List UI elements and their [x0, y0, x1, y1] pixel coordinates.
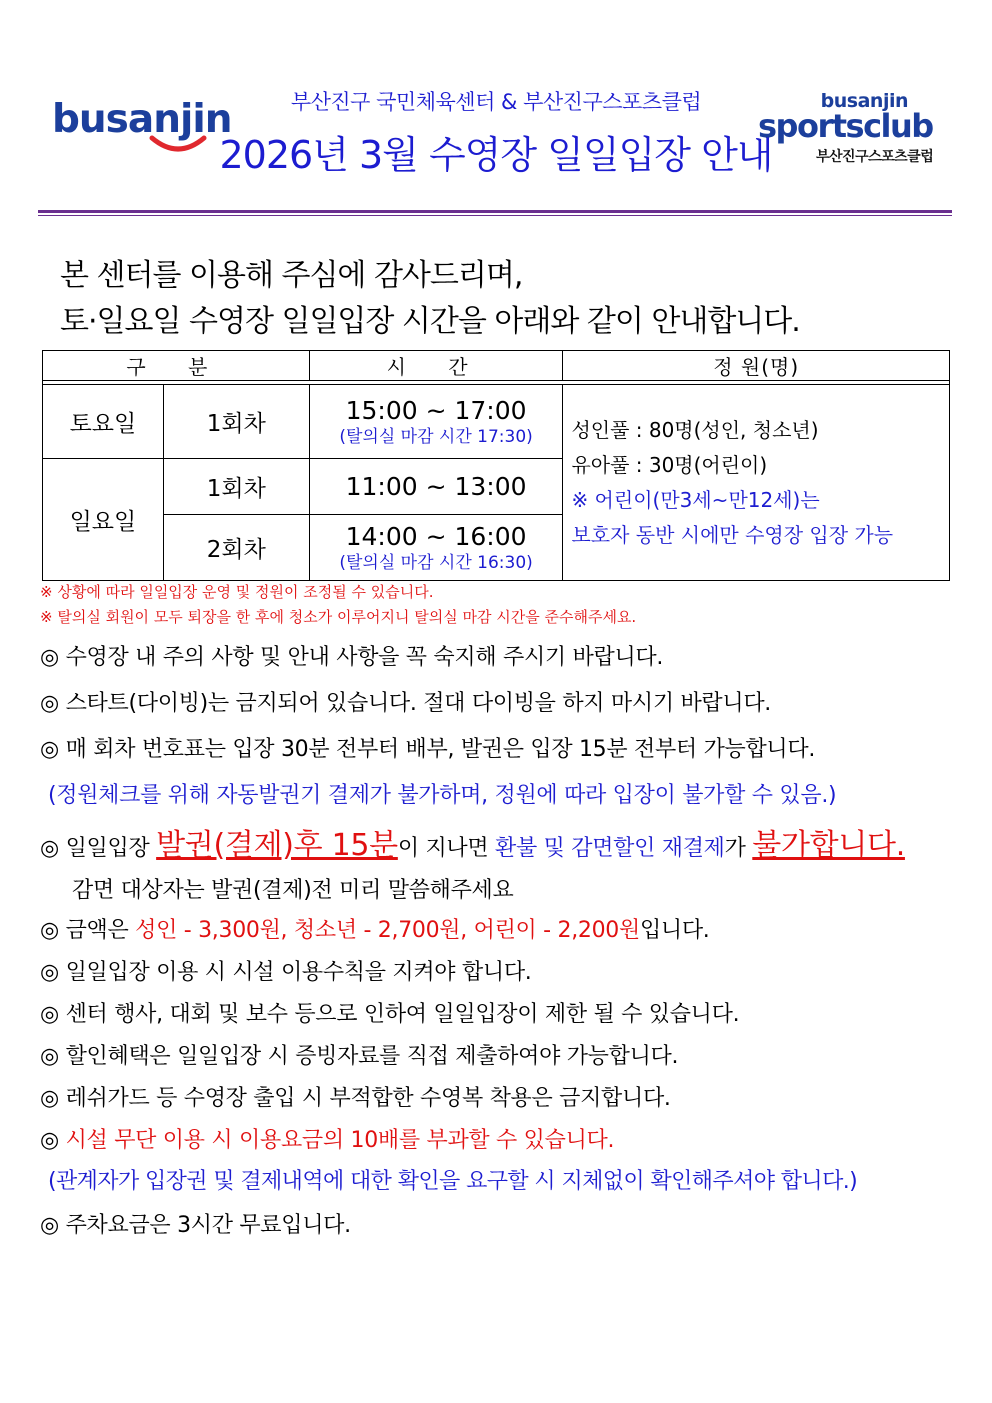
item-text: 레쉬가드 등 수영장 출입 시 부적합한 수영복 착용은 금지합니다.	[65, 1086, 671, 1111]
impossible-highlight: 불가합니다.	[752, 828, 905, 863]
bullet-icon: ◎	[40, 918, 59, 943]
intro-line-2: 토·일요일 수영장 일일입장 시간을 아래와 같이 안내합니다.	[60, 304, 800, 339]
schedule-table	[42, 350, 950, 581]
item-sub-note: (관계자가 입장권 및 결제내역에 대한 확인을 요구할 시 지체없이 확인해주셔야 합니다.)	[48, 1169, 858, 1194]
item-text: 주차요금은 3시간 무료입니다.	[65, 1213, 351, 1238]
sunday-session-2: 2회차	[163, 515, 309, 581]
sunday-time-1: 11:00 ~ 13:00	[309, 459, 563, 515]
note-1: ※ 상황에 따라 일일입장 운영 및 정원이 조정될 수 있습니다.	[40, 583, 434, 601]
bullet-icon: ◎	[40, 645, 59, 670]
table-row	[43, 385, 950, 459]
bullet-icon: ◎	[40, 836, 59, 861]
sportsclub-logo	[758, 90, 958, 170]
capacity-cell	[563, 385, 950, 581]
item-text: 시설 무단 이용 시 이용요금의 10배를 부과할 수 있습니다.	[65, 1128, 615, 1153]
saturday-label: 토요일	[43, 385, 164, 459]
saturday-deadline: (탈의실 마감 시간 17:30)	[339, 426, 533, 447]
adult-pool-capacity: 성인풀 : 80명(성인, 청소년)	[571, 417, 819, 442]
sportsclub-logo-korean-text: 부산진구스포츠클럽	[816, 149, 934, 165]
children-note-2: 보호자 동반 시에만 수영장 입장 가능	[571, 522, 894, 547]
saturday-session: 1회차	[163, 385, 309, 459]
sportsclub-logo-main-text: sportsclub	[758, 107, 933, 145]
sunday-label: 일요일	[43, 459, 164, 581]
list-item	[40, 1123, 614, 1154]
sportsclub-logo-top-text: busanjin	[820, 90, 908, 112]
item-text: 할인혜택은 일일입장 시 증빙자료를 직접 제출하여야 가능합니다.	[65, 1044, 679, 1069]
item-text: 매 회차 번호표는 입장 30분 전부터 배부, 발권은 입장 15분 전부터 가능합니다.	[65, 737, 816, 762]
sunday-session-1: 1회차	[163, 459, 309, 515]
item-text: 센터 행사, 대회 및 보수 등으로 인하여 일일입장이 제한 될 수 있습니다.	[65, 1002, 740, 1027]
kids-pool-capacity: 유아풀 : 30명(어린이)	[571, 452, 768, 477]
item-sub-note: (정원체크를 위해 자동발권기 결제가 불가하며, 정원에 따라 입장이 불가할 수 있음.)	[48, 783, 837, 808]
item-text: 일일입장	[65, 836, 157, 861]
intro-line-1: 본 센터를 이용해 주심에 감사드리며,	[60, 258, 523, 293]
item-text: 수영장 내 주의 사항 및 안내 사항을 꼭 숙지해 주시기 바랍니다.	[65, 645, 664, 670]
bullet-icon: ◎	[40, 1213, 59, 1238]
header-divider-thin	[38, 215, 952, 216]
item-text: 이 지나면	[397, 836, 496, 861]
refund-highlight: 환불 및 감면할인 재결제	[495, 836, 725, 861]
bullet-icon: ◎	[40, 1086, 59, 1111]
list-item	[40, 955, 532, 986]
page-title: 2026년 3월 수영장 일일입장 안내	[219, 133, 773, 177]
list-item	[40, 732, 815, 763]
header-category: 구 분	[43, 351, 310, 381]
item-text: 금액은	[65, 918, 136, 943]
header-divider-thick	[38, 210, 952, 213]
bullet-icon: ◎	[40, 737, 59, 762]
list-item	[40, 820, 905, 864]
saturday-time: 15:00 ~ 17:00	[345, 395, 527, 425]
children-note-1: ※ 어린이(만3세~만12세)는	[571, 487, 820, 512]
item-sub-note: 감면 대상자는 발권(결제)전 미리 말씀해주세요	[72, 878, 514, 903]
note-2: ※ 탈의실 회원이 모두 퇴장을 한 후에 청소가 이루어지니 탈의실 마감 시간을 준수해주세요.	[40, 608, 637, 626]
sunday-time-2: 14:00 ~ 16:00	[345, 521, 527, 551]
header-capacity: 정 원(명)	[563, 351, 950, 381]
sunday-time-2-cell	[309, 515, 563, 581]
busanjin-logo-text: busanjin	[52, 97, 232, 142]
bullet-icon: ◎	[40, 1002, 59, 1027]
header-subtitle: 부산진구 국민체육센터 & 부산진구스포츠클럽	[290, 90, 702, 114]
item-text: 스타트(다이빙)는 금지되어 있습니다. 절대 다이빙을 하지 마시기 바랍니다.	[65, 691, 771, 716]
list-item	[40, 686, 771, 717]
bullet-icon: ◎	[40, 1044, 59, 1069]
list-item	[40, 1039, 678, 1070]
bullet-icon: ◎	[40, 691, 59, 716]
table-header-row	[43, 351, 950, 381]
refund-deadline-highlight: 발권(결제)후 15분	[156, 828, 398, 863]
list-item	[40, 1208, 351, 1239]
bullet-icon: ◎	[40, 1128, 59, 1153]
item-text: 가	[724, 836, 753, 861]
list-item	[40, 997, 739, 1028]
saturday-time-cell	[309, 385, 563, 459]
price-highlight: 성인 - 3,300원, 청소년 - 2,700원, 어린이 - 2,200원	[135, 918, 640, 943]
header-time: 시 간	[309, 351, 563, 381]
list-item	[40, 1081, 671, 1112]
bullet-icon: ◎	[40, 960, 59, 985]
item-text: 입니다.	[639, 918, 710, 943]
item-text: 일일입장 이용 시 시설 이용수칙을 지켜야 합니다.	[65, 960, 532, 985]
sunday-deadline: (탈의실 마감 시간 16:30)	[339, 552, 533, 573]
list-item	[40, 640, 663, 671]
list-item	[40, 913, 710, 944]
